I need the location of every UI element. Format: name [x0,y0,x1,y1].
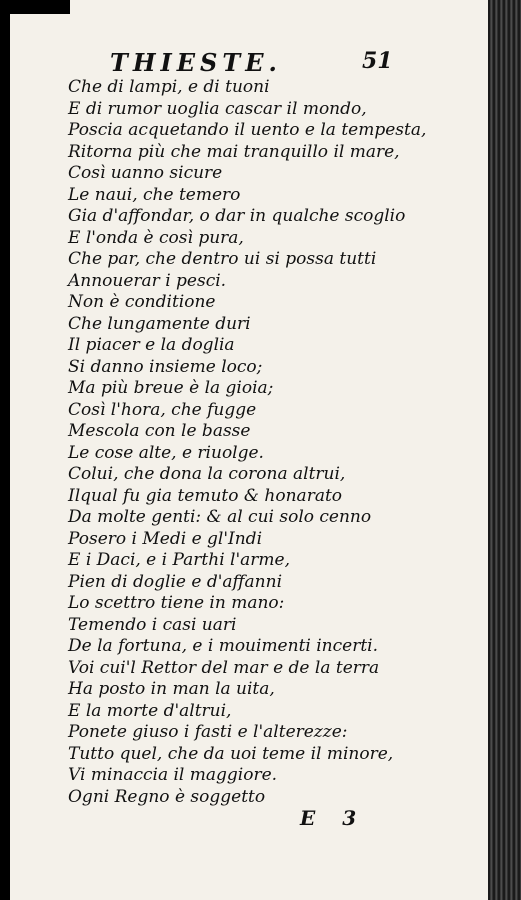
verse-line: Così uanno sicure [68,163,223,183]
signature-mark: E 3 [300,806,367,830]
verse-line: Pien di doglie e d'affanni [68,571,283,592]
verse-line: Ponete giuso i fasti e l'alterezze: [68,722,348,742]
verse-line: Ritorna più che mai tranquillo il mare, [68,141,400,162]
verse-line: Poscia acquetando il uento e la tempesta, [68,120,427,140]
verse-line: E di rumor uoglia cascar il mondo, [68,98,367,119]
verse-line: E l'onda è così pura, [68,227,244,248]
verse-line: Posero i Medi e gl'Indi [68,528,263,549]
page-number: 51 [362,48,393,74]
verse-line: Colui, che dona la corona altrui, [68,464,346,484]
verse-line: Ilqual fu gia temuto & honarato [68,485,343,506]
verse-line: Temendo i casi uari [68,614,237,635]
scan-border [10,0,70,14]
verse-line: Voi cui'l Rettor del mar e de la terra [68,657,380,678]
verse-line: Il piacer e la doglia [68,335,235,355]
verse-line: Da molte genti: & al cui solo cenno [68,507,372,527]
running-head: THIESTE. [110,48,282,77]
verse-line: Lo scettro tiene in mano: [68,593,285,613]
verse-line: Ma più breue è la gioia; [68,378,274,398]
verse-block [68,77,426,808]
verse-line: E i Daci, e i Parthi l'arme, [68,550,291,570]
verse-line: Tutto quel, che da uoi teme il minore, [68,743,394,764]
verse-line: Così l'hora, che fugge [68,399,257,420]
verse-line: Vi minaccia il maggiore. [68,765,278,785]
verse-line: Annouerar i pesci. [68,270,227,291]
book-page [10,0,488,900]
verse-line: Non è conditione [68,292,216,312]
verse-line: E la morte d'altrui, [68,700,232,721]
verse-line: Ogni Regno è soggetto [68,786,266,807]
verse-line: Gia d'affondar, o dar in qualche scoglio [68,206,406,226]
verse-line: Si danno insieme loco; [68,356,263,377]
verse-line: Le naui, che temero [68,184,241,205]
verse-line: Ha posto in man la uita, [68,679,275,699]
page-edge [488,0,521,900]
verse-line: Mescola con le basse [68,421,251,441]
verse-line: Che par, che dentro ui si possa tutti [68,249,377,269]
verse-line: Che di lampi, e di tuoni [68,77,270,97]
verse-line: Le cose alte, e riuolge. [68,442,264,463]
verse-line: Che lungamente duri [68,313,251,334]
verse-line: De la fortuna, e i mouimenti incerti. [68,636,379,656]
